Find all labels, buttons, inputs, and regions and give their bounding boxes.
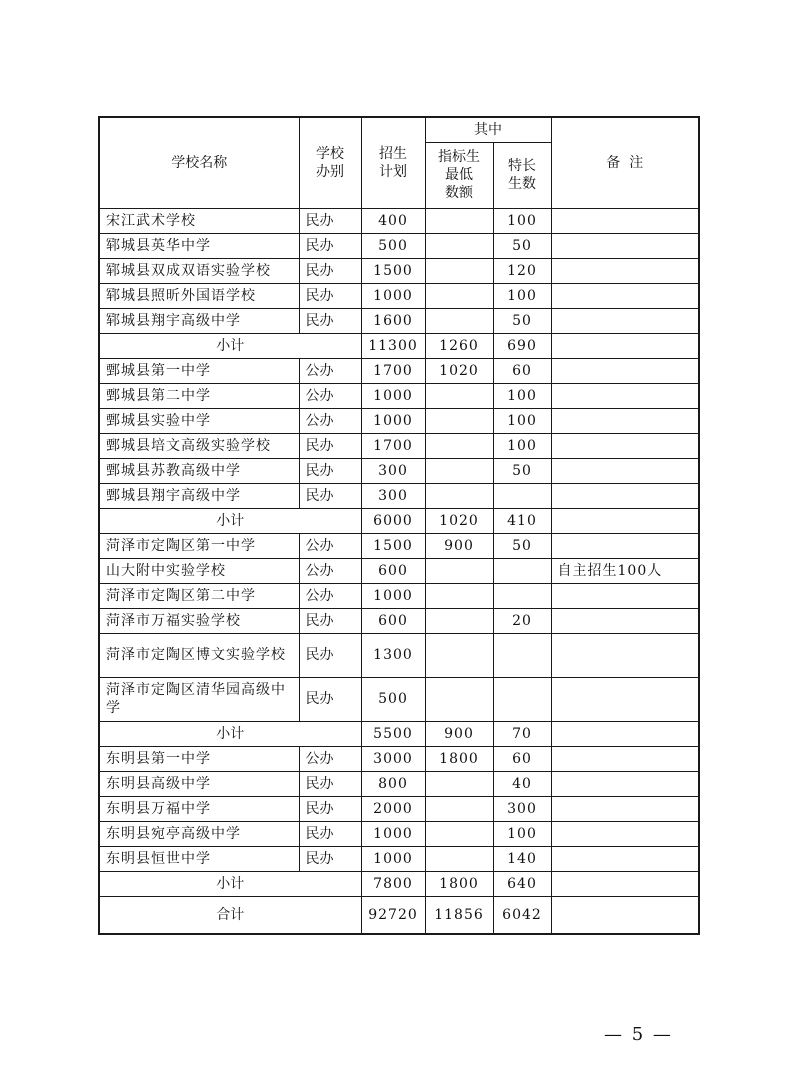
quota-cell xyxy=(425,258,493,283)
school-name-cell: 菏泽市定陶区第二中学 xyxy=(99,583,299,608)
school-type-cell: 公办 xyxy=(299,746,361,771)
remark-cell xyxy=(551,333,699,358)
quota-cell: 1800 xyxy=(425,746,493,771)
table-row xyxy=(99,408,699,433)
remark-cell xyxy=(551,583,699,608)
school-name-cell: 东明县高级中学 xyxy=(99,771,299,796)
table-row xyxy=(99,533,699,558)
table-row xyxy=(99,821,699,846)
plan-cell: 1500 xyxy=(361,258,425,283)
specialty-cell: 100 xyxy=(493,383,551,408)
specialty-cell xyxy=(493,677,551,721)
remark-cell xyxy=(551,358,699,383)
school-type-cell: 民办 xyxy=(299,483,361,508)
table-row xyxy=(99,746,699,771)
plan-cell: 11300 xyxy=(361,333,425,358)
school-name-cell: 菏泽市定陶区博文实验学校 xyxy=(99,633,299,677)
plan-cell: 1000 xyxy=(361,283,425,308)
remark-cell xyxy=(551,821,699,846)
quota-cell xyxy=(425,558,493,583)
specialty-cell xyxy=(493,633,551,677)
header-school-type: 学校 办别 xyxy=(299,117,361,208)
table-row xyxy=(99,583,699,608)
specialty-cell: 410 xyxy=(493,508,551,533)
remark-cell: 自主招生100人 xyxy=(551,558,699,583)
table-row xyxy=(99,258,699,283)
plan-cell: 300 xyxy=(361,483,425,508)
quota-cell xyxy=(425,283,493,308)
quota-cell xyxy=(425,208,493,233)
table-row xyxy=(99,633,699,677)
quota-cell xyxy=(425,433,493,458)
table-row xyxy=(99,796,699,821)
table-row xyxy=(99,846,699,871)
plan-cell: 2000 xyxy=(361,796,425,821)
specialty-cell: 50 xyxy=(493,233,551,258)
plan-cell: 5500 xyxy=(361,721,425,746)
header-remarks: 备 注 xyxy=(551,117,699,208)
subtotal-row xyxy=(99,508,699,533)
specialty-cell: 6042 xyxy=(493,896,551,934)
quota-cell xyxy=(425,458,493,483)
remark-cell xyxy=(551,771,699,796)
school-type-cell: 民办 xyxy=(299,258,361,283)
table-row xyxy=(99,483,699,508)
remark-cell xyxy=(551,483,699,508)
school-type-cell: 民办 xyxy=(299,433,361,458)
table-row xyxy=(99,308,699,333)
plan-cell: 1600 xyxy=(361,308,425,333)
school-name-cell: 郓城县翔宇高级中学 xyxy=(99,308,299,333)
specialty-cell: 60 xyxy=(493,358,551,383)
quota-cell: 900 xyxy=(425,721,493,746)
quota-cell xyxy=(425,796,493,821)
school-name-cell: 菏泽市定陶区第一中学 xyxy=(99,533,299,558)
plan-cell: 1000 xyxy=(361,583,425,608)
quota-cell xyxy=(425,383,493,408)
quota-cell xyxy=(425,233,493,258)
quota-cell xyxy=(425,677,493,721)
plan-cell: 600 xyxy=(361,608,425,633)
plan-cell: 6000 xyxy=(361,508,425,533)
school-name-cell: 菏泽市万福实验学校 xyxy=(99,608,299,633)
school-name-cell: 郓城县英华中学 xyxy=(99,233,299,258)
school-type-cell: 民办 xyxy=(299,771,361,796)
plan-cell: 500 xyxy=(361,677,425,721)
plan-cell: 500 xyxy=(361,233,425,258)
plan-cell: 1300 xyxy=(361,633,425,677)
quota-cell xyxy=(425,846,493,871)
subtotal-label: 小计 xyxy=(99,721,361,746)
plan-cell: 1700 xyxy=(361,358,425,383)
plan-cell: 400 xyxy=(361,208,425,233)
table-row xyxy=(99,283,699,308)
header-plan: 招生 计划 xyxy=(361,117,425,208)
school-type-cell: 民办 xyxy=(299,308,361,333)
quota-cell xyxy=(425,308,493,333)
subtotal-label: 小计 xyxy=(99,333,361,358)
quota-cell: 1020 xyxy=(425,508,493,533)
enrollment-table xyxy=(98,116,700,935)
school-name-cell: 郓城县照昕外国语学校 xyxy=(99,283,299,308)
specialty-cell: 40 xyxy=(493,771,551,796)
quota-cell: 900 xyxy=(425,533,493,558)
quota-cell xyxy=(425,821,493,846)
specialty-cell: 100 xyxy=(493,283,551,308)
total-label: 合计 xyxy=(99,896,361,934)
specialty-cell xyxy=(493,558,551,583)
specialty-cell: 100 xyxy=(493,821,551,846)
school-name-cell: 东明县恒世中学 xyxy=(99,846,299,871)
plan-cell: 1000 xyxy=(361,408,425,433)
plan-cell: 92720 xyxy=(361,896,425,934)
specialty-cell: 50 xyxy=(493,308,551,333)
table-row xyxy=(99,358,699,383)
table-row xyxy=(99,208,699,233)
specialty-cell: 690 xyxy=(493,333,551,358)
table-row xyxy=(99,458,699,483)
remark-cell xyxy=(551,458,699,483)
table-row xyxy=(99,433,699,458)
school-type-cell: 民办 xyxy=(299,608,361,633)
header-among: 其中 xyxy=(425,117,551,142)
school-type-cell: 公办 xyxy=(299,558,361,583)
remark-cell xyxy=(551,383,699,408)
specialty-cell: 120 xyxy=(493,258,551,283)
remark-cell xyxy=(551,233,699,258)
remark-cell xyxy=(551,846,699,871)
specialty-cell: 140 xyxy=(493,846,551,871)
specialty-cell: 300 xyxy=(493,796,551,821)
school-name-cell: 东明县宛亭高级中学 xyxy=(99,821,299,846)
table-row xyxy=(99,771,699,796)
table-row xyxy=(99,233,699,258)
remark-cell xyxy=(551,508,699,533)
specialty-cell: 640 xyxy=(493,871,551,896)
remark-cell xyxy=(551,896,699,934)
quota-cell xyxy=(425,483,493,508)
specialty-cell: 70 xyxy=(493,721,551,746)
school-type-cell: 民办 xyxy=(299,796,361,821)
plan-cell: 1000 xyxy=(361,821,425,846)
school-name-cell: 鄄城县第二中学 xyxy=(99,383,299,408)
school-type-cell: 公办 xyxy=(299,583,361,608)
quota-cell: 1800 xyxy=(425,871,493,896)
subtotal-label: 小计 xyxy=(99,508,361,533)
quota-cell: 1020 xyxy=(425,358,493,383)
specialty-cell xyxy=(493,483,551,508)
plan-cell: 1500 xyxy=(361,533,425,558)
table-row xyxy=(99,383,699,408)
header-school-name: 学校名称 xyxy=(99,117,299,208)
plan-cell: 7800 xyxy=(361,871,425,896)
header-quota-min: 指标生 最低 数额 xyxy=(425,142,493,208)
remark-cell xyxy=(551,746,699,771)
remark-cell xyxy=(551,608,699,633)
school-type-cell: 公办 xyxy=(299,358,361,383)
school-type-cell: 民办 xyxy=(299,821,361,846)
school-type-cell: 公办 xyxy=(299,383,361,408)
school-type-cell: 民办 xyxy=(299,633,361,677)
school-name-cell: 鄄城县实验中学 xyxy=(99,408,299,433)
remark-cell xyxy=(551,308,699,333)
subtotal-row xyxy=(99,333,699,358)
school-type-cell: 民办 xyxy=(299,458,361,483)
plan-cell: 1000 xyxy=(361,383,425,408)
remark-cell xyxy=(551,208,699,233)
plan-cell: 600 xyxy=(361,558,425,583)
table-header xyxy=(99,117,699,208)
specialty-cell: 100 xyxy=(493,433,551,458)
specialty-cell: 100 xyxy=(493,408,551,433)
school-name-cell: 鄄城县翔宇高级中学 xyxy=(99,483,299,508)
quota-cell xyxy=(425,771,493,796)
total-row xyxy=(99,896,699,934)
quota-cell xyxy=(425,608,493,633)
school-name-cell: 鄄城县第一中学 xyxy=(99,358,299,383)
school-type-cell: 民办 xyxy=(299,677,361,721)
quota-cell xyxy=(425,633,493,677)
specialty-cell: 20 xyxy=(493,608,551,633)
quota-cell xyxy=(425,408,493,433)
plan-cell: 800 xyxy=(361,771,425,796)
remark-cell xyxy=(551,871,699,896)
table-row xyxy=(99,608,699,633)
specialty-cell: 50 xyxy=(493,533,551,558)
school-name-cell: 东明县第一中学 xyxy=(99,746,299,771)
remark-cell xyxy=(551,721,699,746)
remark-cell xyxy=(551,533,699,558)
page-number: — 5 — xyxy=(604,1024,673,1045)
remark-cell xyxy=(551,677,699,721)
plan-cell: 1000 xyxy=(361,846,425,871)
school-name-cell: 菏泽市定陶区清华园高级中学 xyxy=(99,677,299,721)
quota-cell: 11856 xyxy=(425,896,493,934)
specialty-cell xyxy=(493,583,551,608)
specialty-cell: 50 xyxy=(493,458,551,483)
table-body xyxy=(99,208,699,934)
remark-cell xyxy=(551,258,699,283)
plan-cell: 300 xyxy=(361,458,425,483)
remark-cell xyxy=(551,633,699,677)
school-type-cell: 公办 xyxy=(299,408,361,433)
quota-cell xyxy=(425,583,493,608)
specialty-cell: 60 xyxy=(493,746,551,771)
remark-cell xyxy=(551,408,699,433)
subtotal-row xyxy=(99,871,699,896)
school-type-cell: 民办 xyxy=(299,233,361,258)
school-name-cell: 山大附中实验学校 xyxy=(99,558,299,583)
remark-cell xyxy=(551,283,699,308)
school-type-cell: 民办 xyxy=(299,283,361,308)
specialty-cell: 100 xyxy=(493,208,551,233)
plan-cell: 1700 xyxy=(361,433,425,458)
quota-cell: 1260 xyxy=(425,333,493,358)
remark-cell xyxy=(551,796,699,821)
school-type-cell: 民办 xyxy=(299,846,361,871)
school-name-cell: 郓城县双成双语实验学校 xyxy=(99,258,299,283)
school-name-cell: 鄄城县培文高级实验学校 xyxy=(99,433,299,458)
school-type-cell: 民办 xyxy=(299,208,361,233)
school-type-cell: 公办 xyxy=(299,533,361,558)
header-specialty: 特长 生数 xyxy=(493,142,551,208)
remark-cell xyxy=(551,433,699,458)
table-row xyxy=(99,558,699,583)
subtotal-row xyxy=(99,721,699,746)
subtotal-label: 小计 xyxy=(99,871,361,896)
table-row xyxy=(99,677,699,721)
school-name-cell: 东明县万福中学 xyxy=(99,796,299,821)
school-name-cell: 宋江武术学校 xyxy=(99,208,299,233)
school-name-cell: 鄄城县苏教高级中学 xyxy=(99,458,299,483)
plan-cell: 3000 xyxy=(361,746,425,771)
